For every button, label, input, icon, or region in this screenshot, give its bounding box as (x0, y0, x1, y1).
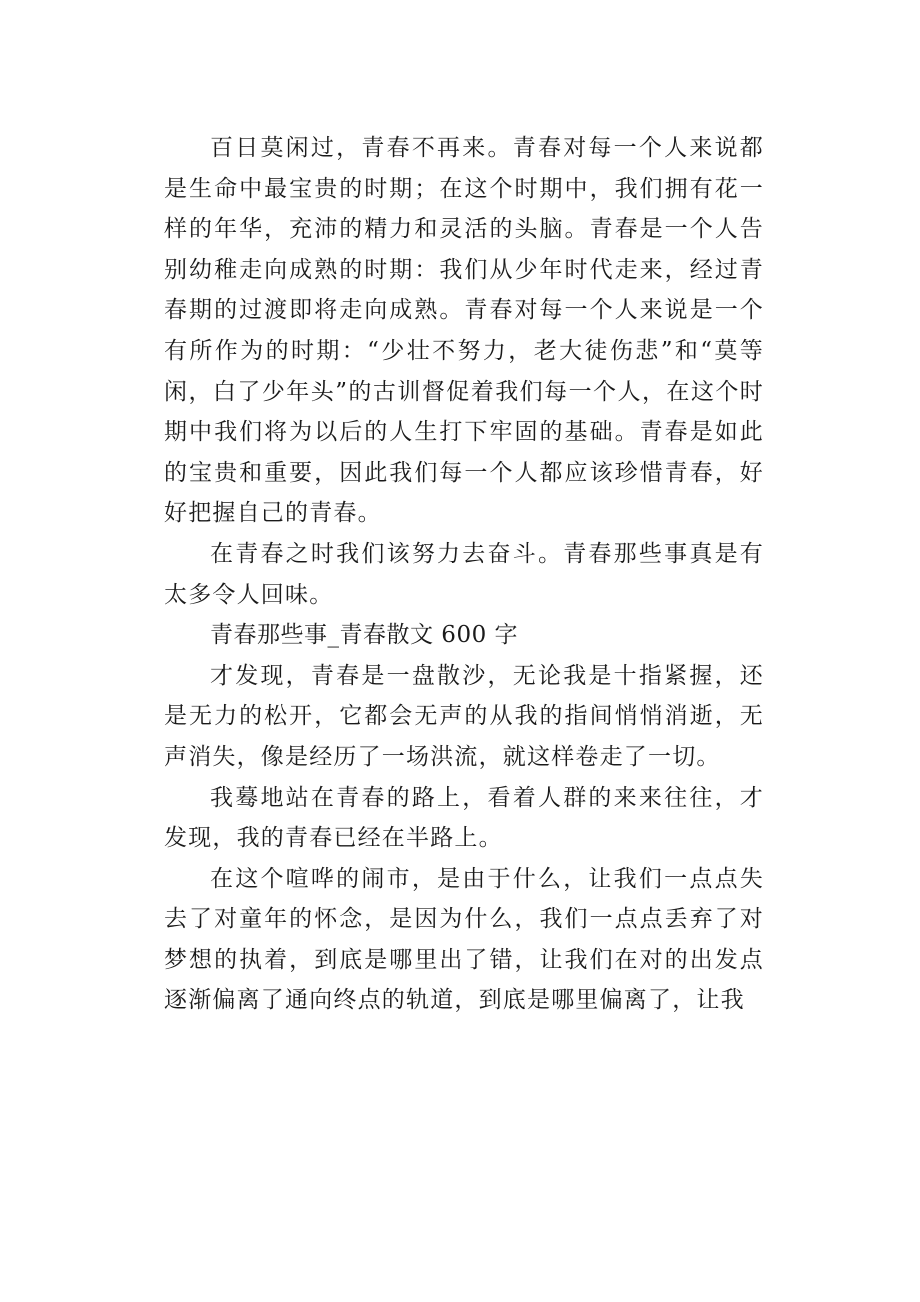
paragraph-scattered-sand: 才发现，青春是一盘散沙，无论我是十指紧握，还是无力的松开，它都会无声的从我的指间悄悄消逝，无声消失，像是经历了一场洪流，就这样卷走了一切。 (164, 662, 764, 770)
section-title: 青春那些事_青春散文 600 字 (210, 622, 519, 649)
paragraph-noisy-city: 在这个喧哗的闹市，是由于什么，让我们一点点失去了对童年的怀念，是因为什么，我们一点点丢弃了对梦想的执着，到底是哪里出了错，让我们在对的出发点逐渐偏离了通向终点的轨道，到底是哪里偏离了，让我 (164, 865, 764, 1014)
paragraph-youth-precious: 百日莫闲过，青春不再来。青春对每一个人来说都是生命中最宝贵的时期；在这个时期中，我们拥有花一样的年华，充沛的精力和灵活的头脑。青春是一个人告别幼稚走向成熟的时期：我们从少年时代走来，经过青春期的过渡即将走向成熟。青春对每一个人来说是一个有所作为的时期：“少壮不努力，老大徒伤悲”和“莫等闲，白了少年头”的古训督促着我们每一个人，在这个时期中我们将为以后的人生打下牢固的基础。青春是如此的宝贵和重要，因此我们每一个人都应该珍惜青春，好好把握自己的青春。 (164, 135, 764, 527)
article-body (164, 128, 764, 1021)
paragraph-strive: 在青春之时我们该努力去奋斗。青春那些事真是有太多令人回味。 (164, 540, 764, 608)
paragraph-halfway: 我蓦地站在青春的路上，看着人群的来来往往，才发现，我的青春已经在半路上。 (164, 784, 764, 852)
